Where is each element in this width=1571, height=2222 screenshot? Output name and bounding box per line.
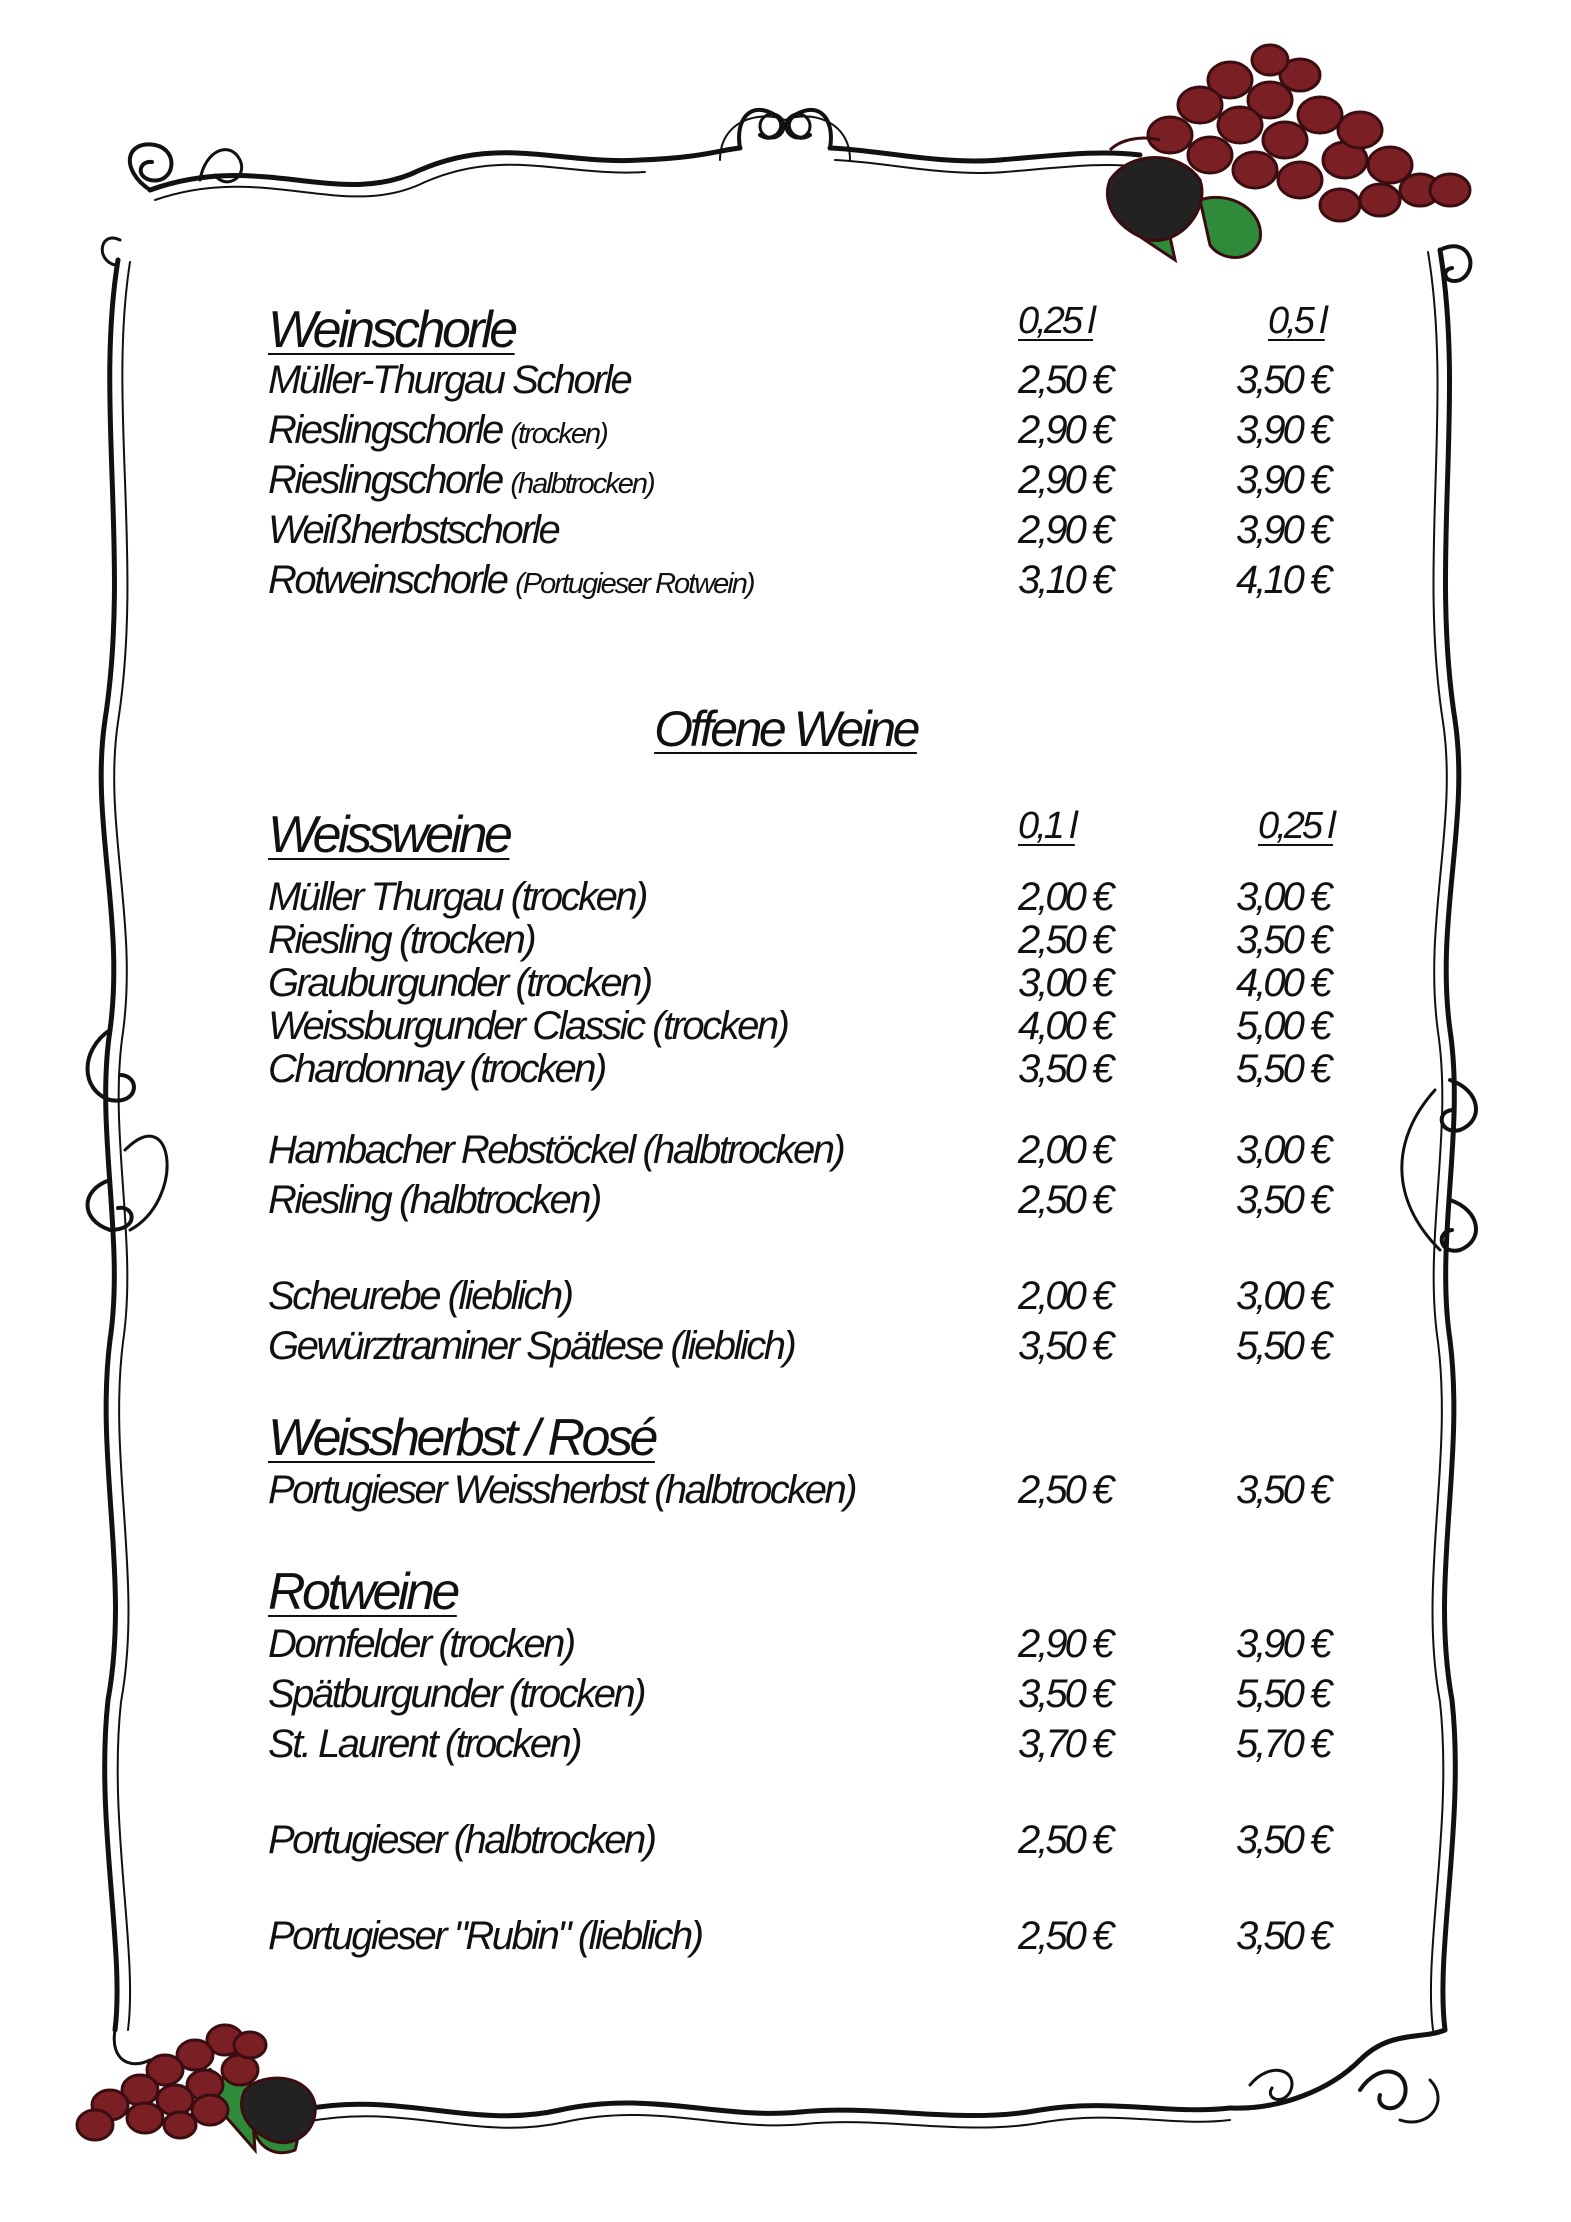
item-name: Grauburgunder (trocken) [268,961,651,1005]
price-large: 5,50 € [1236,1672,1330,1716]
price-large: 3,50 € [1236,1818,1330,1862]
price-large: 5,50 € [1236,1324,1330,1368]
open-wines-menu [268,805,1358,1964]
item-name: St. Laurent (trocken) [268,1722,581,1766]
weinschorle-header [268,300,1358,358]
price-small: 2,50 € [1018,358,1112,402]
price-large: 5,70 € [1236,1722,1330,1766]
price-small: 3,50 € [1018,1047,1112,1091]
item-name: Rieslingschorle [268,408,502,452]
list-item [268,1047,1358,1090]
list-item [268,1178,1358,1228]
item-name: Rotweinschorle [268,558,507,602]
grape-cluster-icon [77,2025,315,2153]
weissweine-lieblich-list [268,1274,1358,1374]
price-large: 3,90 € [1236,458,1330,502]
list-item [268,1722,1358,1772]
price-small: 2,90 € [1018,508,1112,552]
item-note: (Portugieser Rotwein) [515,568,754,600]
rotweine-trocken-list [268,1622,1358,1772]
item-name: Portugieser (halbtrocken) [268,1818,655,1862]
item-name: Spätburgunder (trocken) [268,1672,645,1716]
column-header-1: 0,1 l [1018,805,1075,847]
item-name: Weißherbstschorle [268,508,559,552]
list-item [268,1818,1358,1868]
wine-menu [268,300,1358,608]
price-small: 2,50 € [1018,1914,1112,1958]
weissweine-trocken-list [268,875,1358,1090]
price-small: 3,50 € [1018,1672,1112,1716]
item-name: Rieslingschorle [268,458,502,502]
price-small: 3,50 € [1018,1324,1112,1368]
item-note: (halbtrocken) [510,468,654,500]
price-small: 2,50 € [1018,918,1112,962]
item-name: Riesling (trocken) [268,918,535,962]
price-large: 5,50 € [1236,1047,1330,1091]
rotweine-halbtrocken-list [268,1818,1358,1868]
weissherbst-header [268,1408,1358,1468]
price-large: 4,10 € [1236,558,1330,602]
list-item [268,1004,1358,1047]
price-small: 2,90 € [1018,458,1112,502]
price-small: 2,90 € [1018,408,1112,452]
price-small: 2,50 € [1018,1818,1112,1862]
list-item [268,1914,1358,1964]
price-small: 2,50 € [1018,1468,1112,1512]
price-small: 2,00 € [1018,1274,1112,1318]
item-name: Dornfelder (trocken) [268,1622,574,1666]
list-item [268,1128,1358,1178]
weinschorle-list [268,358,1358,608]
price-small: 2,50 € [1018,1178,1112,1222]
column-header-2: 0,25 l [1258,805,1333,847]
price-small: 2,00 € [1018,875,1112,919]
list-item [268,1324,1358,1374]
list-item [268,961,1358,1004]
list-item [268,918,1358,961]
rotweine-header [268,1562,1358,1622]
price-large: 4,00 € [1236,961,1330,1005]
column-header-1: 0,25 l [1018,300,1093,342]
price-small: 3,70 € [1018,1722,1112,1766]
offene-weine-title: Offene Weine [654,701,917,757]
price-small: 2,00 € [1018,1128,1112,1172]
list-item [268,558,1358,608]
price-large: 3,00 € [1236,1274,1330,1318]
price-small: 4,00 € [1018,1004,1112,1048]
item-name: Müller Thurgau (trocken) [268,875,646,919]
item-name: Hambacher Rebstöckel (halbtrocken) [268,1128,844,1172]
price-large: 3,90 € [1236,408,1330,452]
list-item [268,508,1358,558]
list-item [268,1468,1358,1518]
item-name: Chardonnay (trocken) [268,1047,605,1091]
list-item [268,408,1358,458]
item-name: Müller-Thurgau Schorle [268,358,631,402]
section-title: Weissweine [268,806,510,864]
price-small: 3,00 € [1018,961,1112,1005]
list-item [268,875,1358,918]
price-large: 3,50 € [1236,1178,1330,1222]
price-large: 3,00 € [1236,1128,1330,1172]
price-small: 3,10 € [1018,558,1112,602]
weissherbst-list [268,1468,1358,1518]
item-name: Portugieser "Rubin" (lieblich) [268,1914,702,1958]
list-item [268,358,1358,408]
price-large: 3,00 € [1236,875,1330,919]
grape-cluster-icon [1107,45,1470,260]
list-item [268,458,1358,508]
weissweine-halbtrocken-list [268,1128,1358,1228]
price-large: 3,50 € [1236,1468,1330,1512]
price-large: 3,50 € [1236,358,1330,402]
section-title: Rotweine [268,1563,457,1621]
item-note: (trocken) [510,418,607,450]
price-large: 3,90 € [1236,508,1330,552]
price-large: 3,50 € [1236,918,1330,962]
price-small: 2,90 € [1018,1622,1112,1666]
price-large: 3,90 € [1236,1622,1330,1666]
column-header-2: 0,5 l [1268,300,1325,342]
section-title: Weinschorle [268,301,515,359]
section-title: Weissherbst / Rosé [268,1409,655,1467]
price-large: 3,50 € [1236,1914,1330,1958]
price-large: 5,00 € [1236,1004,1330,1048]
item-name: Gewürztraminer Spätlese (lieblich) [268,1324,795,1368]
list-item [268,1274,1358,1324]
rotweine-lieblich-list [268,1914,1358,1964]
item-name: Portugieser Weissherbst (halbtrocken) [268,1468,856,1512]
weissweine-header [268,805,1358,875]
item-name: Riesling (halbtrocken) [268,1178,600,1222]
item-name: Scheurebe (lieblich) [268,1274,572,1318]
list-item [268,1622,1358,1672]
list-item [268,1672,1358,1722]
item-name: Weissburgunder Classic (trocken) [268,1004,788,1048]
